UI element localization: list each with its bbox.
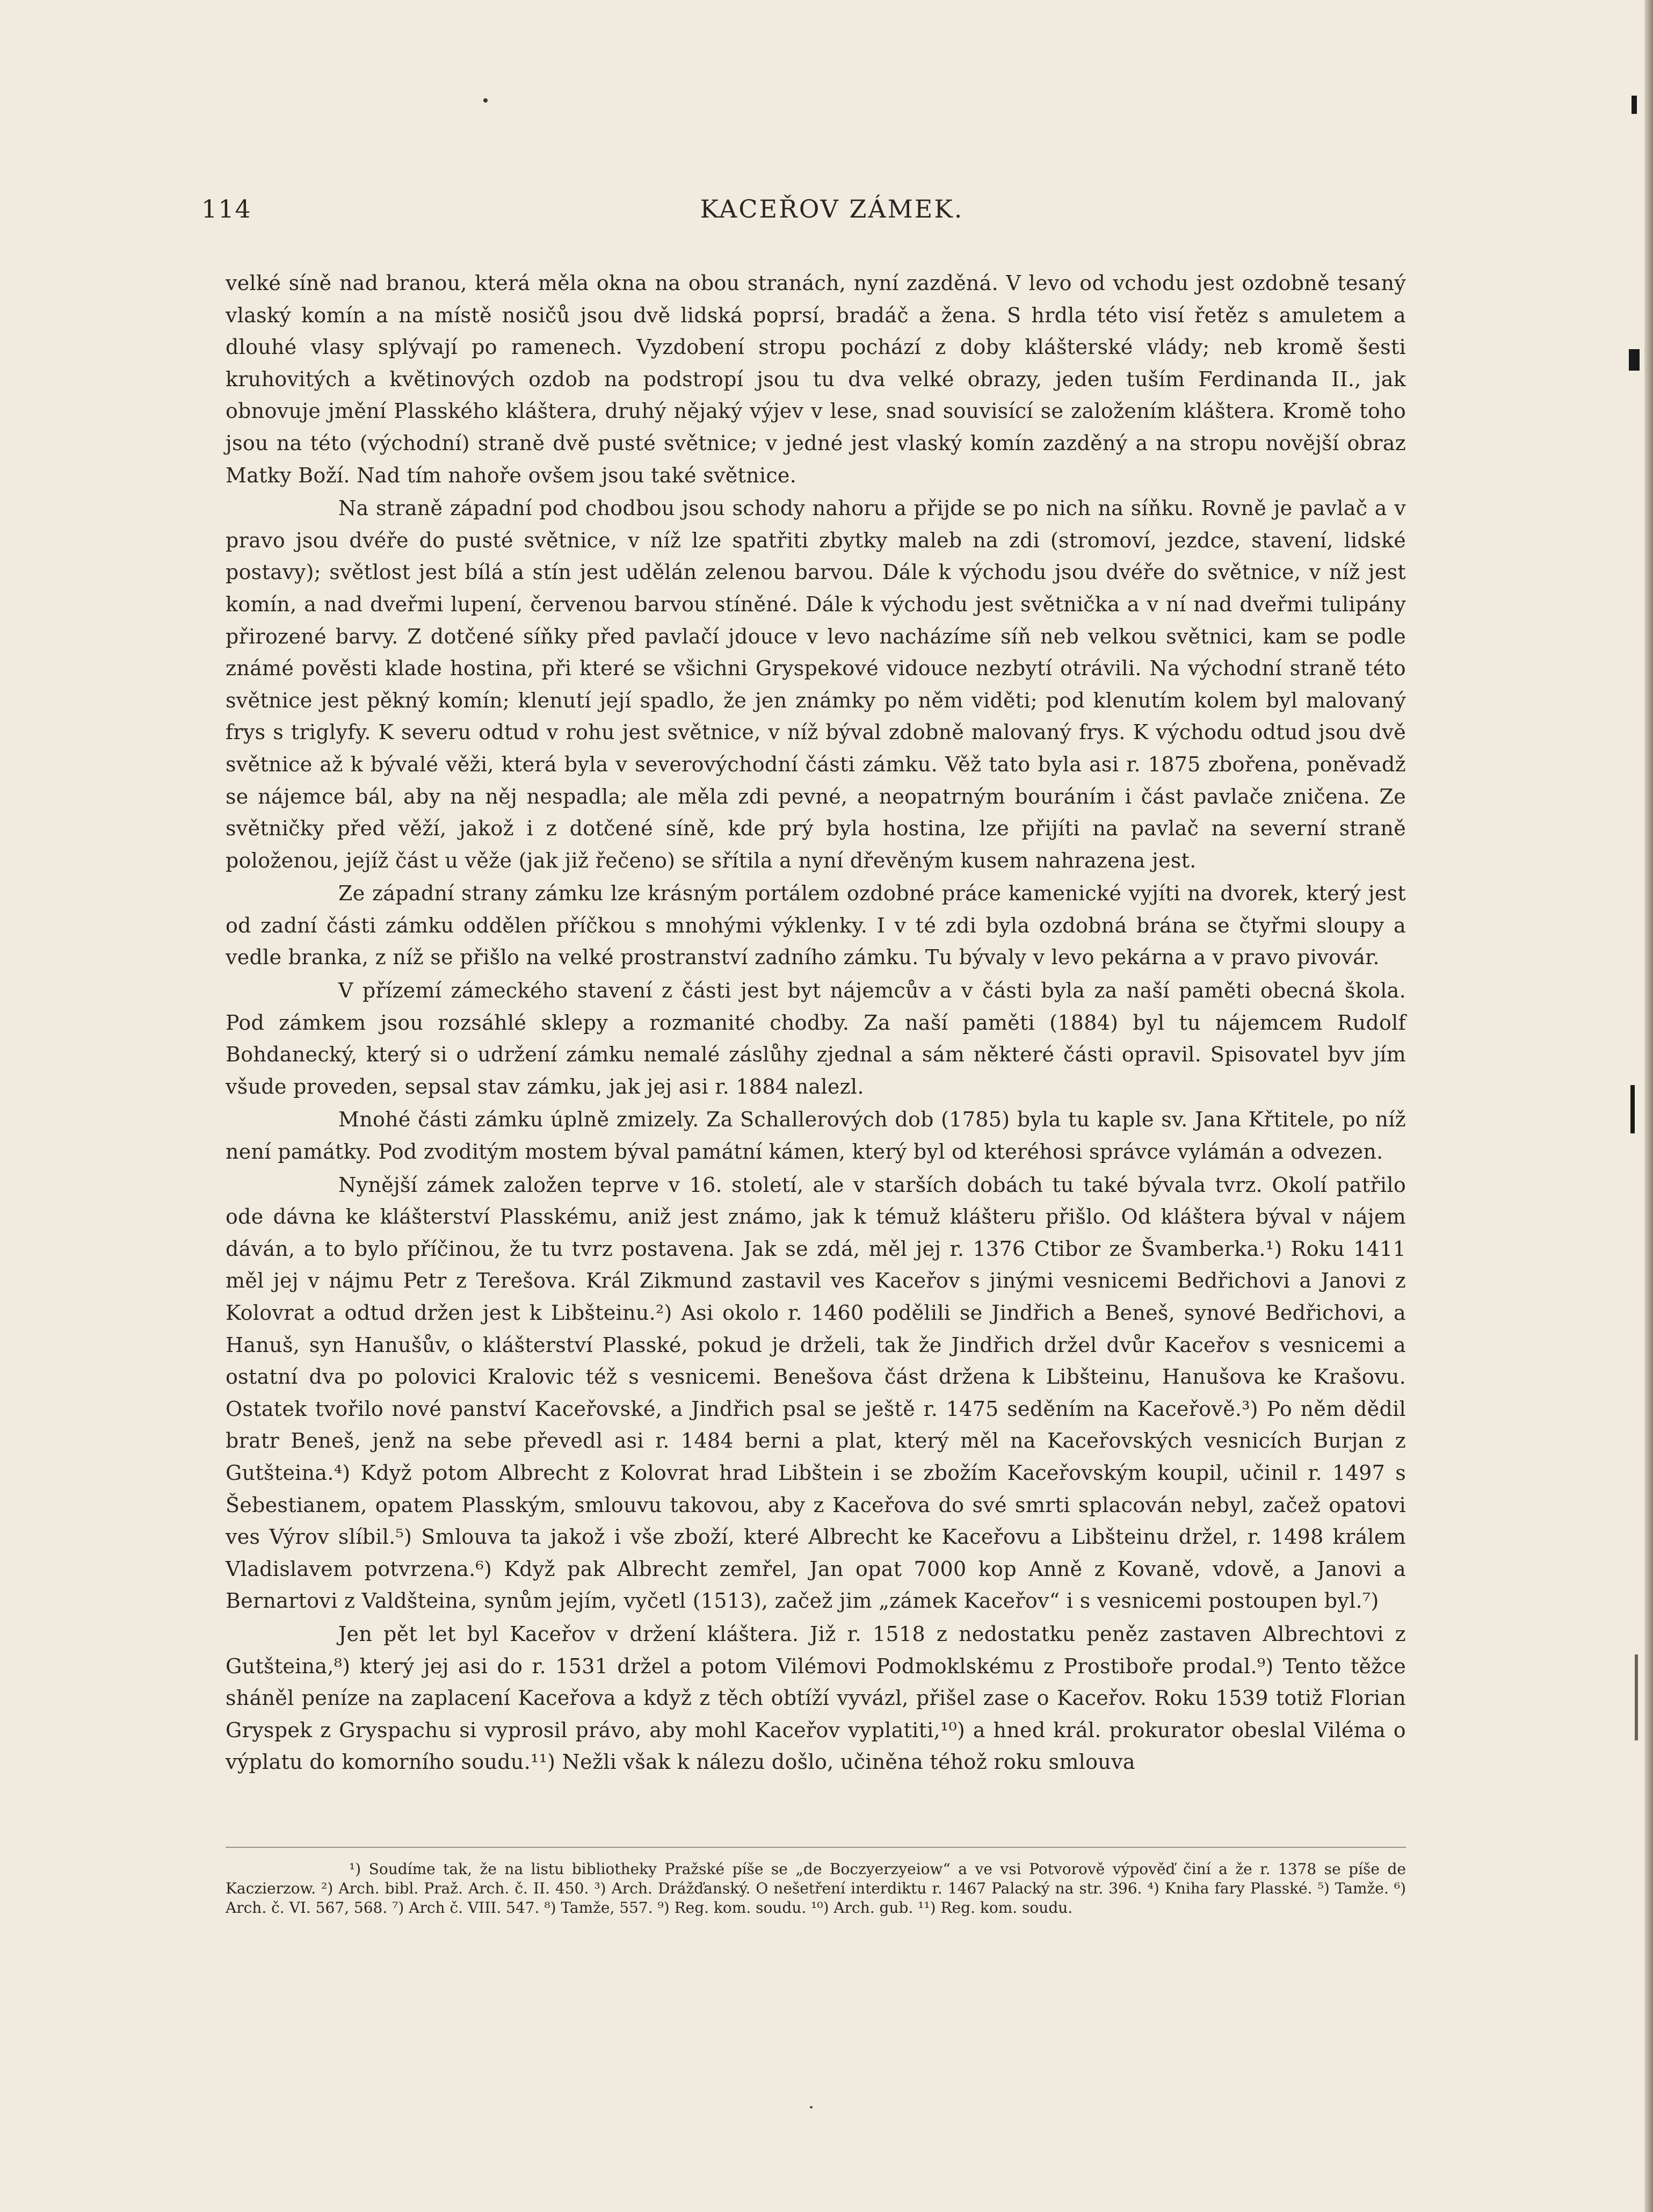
page-number: 114 xyxy=(201,194,252,223)
paragraph: velké síně nad branou, která měla okna na obou stranách, nyní zazděná. V levo od vchodu jest ozdobně tesaný vlaský komín a na místě nosičů jsou dvě lidská poprsí, bradáč a žena. S hrdla této visí řetěz s amuletem a dlouhé vlasy splývají po ramenech. Vyzdobení stropu pochází z doby klášterské vlády; neb kromě šesti kruhovitých a květinových ozdob na podstropí jsou tu dva velké obrazy, jeden tuším Ferdinanda II., jak obnovuje jmění Plasského kláštera, druhý nějaký výjev v lese, snad souvisící se založením kláštera. Kromě toho jsou na této (východní) straně dvě pusté světnice; v jedné jest vlaský komín zazděný a na stropu novější obraz Matky Boží. Nad tím nahoře ovšem jsou také světnice. xyxy=(226,271,1406,487)
body-text xyxy=(226,268,1406,1779)
page-header xyxy=(201,194,1462,237)
footnote-text: ¹) Soudíme tak, že na listu bibliotheky Pražské píše se „de Boczyerzyeiow“ a ve vsi Potvorově výpověď činí a že r. 1378 se píše de Kaczierzow. ²) Arch. bibl. Praž. Arch. č. II. 450. ³) Arch. Drážďanský. O nešetření interdiktu r. 1467 Palacký na str. 396. ⁴) Kniha fary Plasské. ⁵) Tamže. ⁶) Arch. č. VI. 567, 568. ⁷) Arch č. VIII. 547. ⁸) Tamže, 557. ⁹) Reg. kom. soudu. ¹⁰) Arch. gub. ¹¹) Reg. kom. soudu. xyxy=(226,1860,1406,1917)
edge-mark xyxy=(1630,1085,1635,1133)
paragraph: Ze západní strany zámku lze krásným portálem ozdobné práce kamenické vyjíti na dvorek, který jest od zadní části zámku oddělen příčkou s mnohými výklenky. I v té zdi byla ozdobná brána se čtyřmi sloupy a vedle branka, z níž se přišlo na velké prostranství zadního zámku. Tu bývaly v levo pekárna a v pravo pivovár. xyxy=(226,881,1406,970)
ink-speck xyxy=(810,2106,813,2108)
footnotes xyxy=(226,1860,1406,1918)
edge-mark xyxy=(1629,349,1640,371)
page-edge-shadow xyxy=(1644,0,1653,2212)
paragraph: Mnohé části zámku úplně zmizely. Za Schallerových dob (1785) byla tu kaple sv. Jana Křtitele, po níž není památky. Pod zvoditým mostem býval památní kámen, který byl od kteréhosi správce vylámán a odvezen. xyxy=(226,1108,1406,1164)
edge-mark xyxy=(1635,1654,1638,1740)
ink-speck xyxy=(483,98,488,103)
footnote-divider xyxy=(226,1847,1406,1848)
paragraph: Nynější zámek založen teprve v 16. století, ale v starších dobách tu také bývala tvrz. Okolí patřilo ode dávna ke klášterství Plasskému, aniž jest známo, jak k témuž klášteru přišlo. Od kláštera býval v nájem dáván, a to bylo příčinou, že tu tvrz postavena. Jak se zdá, měl jej r. 1376 Ctibor ze Švamberka.¹) Roku 1411 měl jej v nájmu Petr z Terešova. Král Zikmund zastavil ves Kaceřov s jinými vesnicemi Bedřichovi a Janovi z Kolovrat a odtud držen jest k Libšteinu.²) Asi okolo r. 1460 podělili se Jindřich a Beneš, synové Bedřichovi, a Hanuš, syn Hanušův, o klášterství Plasské, pokud je drželi, tak že Jindřich držel dvůr Kaceřov s vesnicemi a ostatní dva po polovici Kralovic též s vesnicemi. Benešova část držena k Libšteinu, Hanušova ke Krašovu. Ostatek tvořilo nové panství Kaceřovské, a Jindřich psal se ještě r. 1475 seděním na Kaceřově.³) Po něm dědil bratr Beneš, jenž na sebe převedl asi r. 1484 berni a plat, který měl na Kaceřovských vesnicích Burjan z Gutšteina.⁴) Když potom Albrecht z Kolovrat hrad Libštein i se zbožím Kaceřovským koupil, učinil r. 1497 s Šebestianem, opatem Plasským, smlouvu takovou, aby z Kaceřova do své smrti splacován nebyl, začež opatovi ves Výrov slíbil.⁵) Smlouva ta jakož i vše zboží, které Albrecht ke Kaceřovu a Libšteinu držel, r. 1498 králem Vladislavem potvrzena.⁶) Když pak Albrecht zemřel, Jan opat 7000 kop Anně z Kovaně, vdově, a Janovi a Bernartovi z Valdšteina, synům jejím, vyčetl (1513), začež jim „zámek Kaceřov“ i s vesnicemi postoupen byl.⁷) xyxy=(226,1173,1406,1613)
paragraph: Na straně západní pod chodbou jsou schody nahoru a přijde se po nich na síňku. Rovně je pavlač a v pravo jsou dvéře do pusté světnice, v níž lze spatřiti zbytky maleb na zdi (stromoví, jezdce, stavení, lidské postavy); světlost jest bílá a stín jest udělán zelenou barvou. Dále k východu jsou dvéře do světnice, v níž jest komín, a nad dveřmi lupení, červenou barvou stíněné. Dále k východu jest světnička a v ní nad dveřmi tulipány přirozené barvy. Z dotčené síňky před pavlačí jdouce v levo nacházíme síň neb velkou světnici, kam se podle známé pověsti klade hostina, při které se všichni Gryspekové vidouce nezbytí otrávili. Na východní straně této světnice jest pěkný komín; klenutí její spadlo, že jen známky po něm viděti; pod klenutím kolem byl malovaný frys s triglyfy. K severu odtud v rohu jest světnice, v níž býval zdobně malovaný frys. K východu odtud jsou dvě světnice až k bývalé věži, která byla v severovýchodní části zámku. Věž tato byla asi r. 1875 zbořena, poněvadž se nájemce bál, aby na něj nespadla; ale měla zdi pevné, a neopatrným bouráním i část pavlače zničena. Ze světničky před věží, jakož i z dotčené síně, kde prý byla hostina, lze přijíti na pavlač na severní straně položenou, jejíž část u věže (jak již řečeno) se sřítila a nyní dřevěným kusem nahrazena jest. xyxy=(226,496,1406,872)
paragraph: Jen pět let byl Kaceřov v držení kláštera. Již r. 1518 z nedostatku peněz zastaven Albrechtovi z Gutšteina,⁸) který jej asi do r. 1531 držel a potom Vilémovi Podmoklskému z Prostiboře prodal.⁹) Tento těžce sháněl peníze na zaplacení Kaceřova a když z těch obtíží vyvázl, přišel zase o Kaceřov. Roku 1539 totiž Florian Gryspek z Gryspachu si vyprosil právo, aby mohl Kaceřov vyplatiti,¹⁰) a hned král. prokurator obeslal Viléma o výplatu do komorního soudu.¹¹) Nežli však k nálezu došlo, učiněna téhož roku smlouva xyxy=(226,1622,1406,1774)
running-title: KACEŘOV ZÁMEK. xyxy=(700,194,964,223)
paragraph: V přízemí zámeckého stavení z části jest byt nájemcův a v části byla za naší paměti obecná škola. Pod zámkem jsou rozsáhlé sklepy a rozmanité chodby. Za naší paměti (1884) byl tu nájemcem Rudolf Bohdanecký, který si o udržení zámku nemalé záslůhy zjednal a sám některé části opravil. Spisovatel byv jím všude proveden, sepsal stav zámku, jak jej asi r. 1884 nalezl. xyxy=(226,979,1406,1098)
edge-mark xyxy=(1632,96,1637,114)
